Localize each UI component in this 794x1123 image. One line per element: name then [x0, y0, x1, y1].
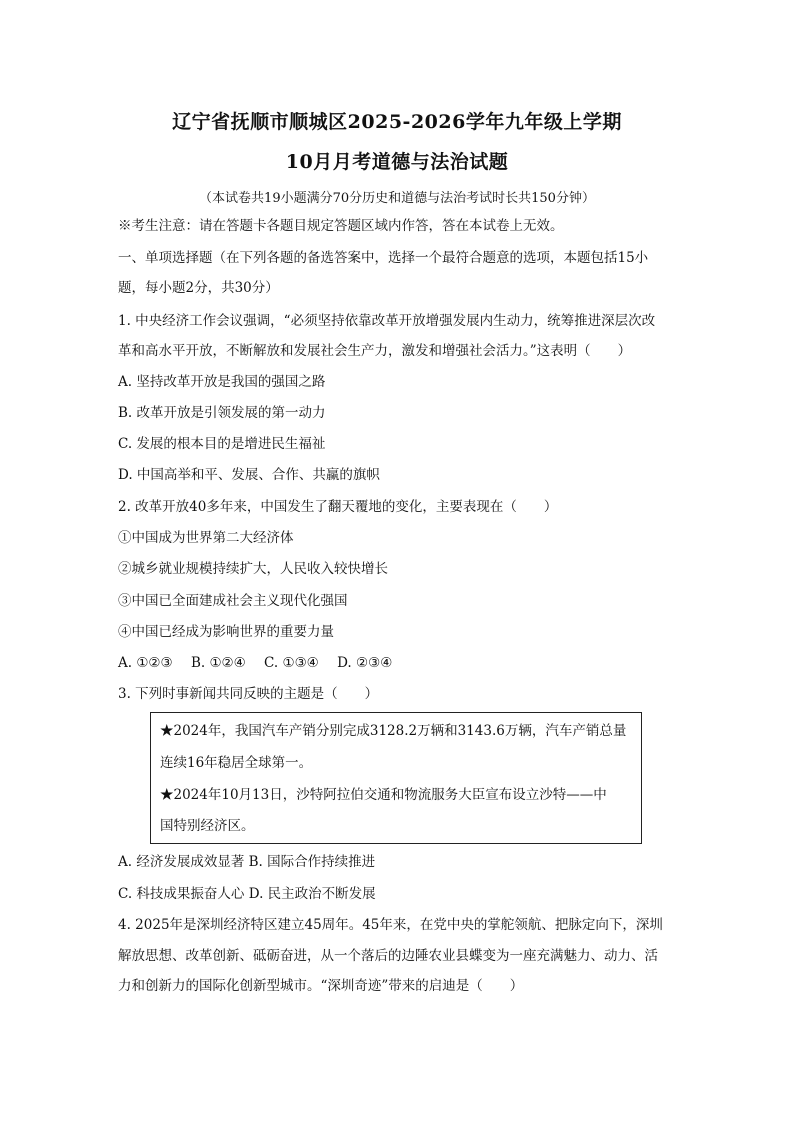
q1-option-d: D. 中国高举和平、发展、合作、共赢的旗帜	[118, 467, 380, 483]
q3-stem: 3. 下列时事新闻共同反映的主题是（ ）	[118, 686, 379, 702]
q2-item1: ①中国成为世界第二大经济体	[118, 530, 294, 546]
q3-options-line2: C. 科技成果振奋人心 D. 民主政治不断发展	[118, 886, 376, 902]
q2-option-a: A. ①②③	[118, 655, 173, 671]
q3-news1-line1: ★2024年，我国汽车产销分别完成3128.2万辆和3143.6万辆，汽车产销总量	[160, 723, 627, 739]
q3-news2-line2: 国特别经济区。	[160, 818, 255, 834]
q2-option-d: D. ②③④	[337, 655, 393, 671]
exam-title-line2: 10月月考道德与法治试题	[285, 151, 509, 173]
section1-heading-line1: 一、单项选择题（在下列各题的备选答案中，选择一个最符合题意的选项，本题包括15小	[118, 250, 649, 266]
q2-item2: ②城乡就业规模持续扩大，人民收入较快增长	[118, 561, 388, 577]
q1-option-c: C. 发展的根本目的是增进民生福祉	[118, 436, 326, 452]
q2-stem: 2. 改革开放40多年来，中国发生了翻天覆地的变化，主要表现在（ ）	[118, 499, 558, 515]
q3-options-line1: A. 经济发展成效显著 B. 国际合作持续推进	[118, 854, 376, 870]
q2-option-b: B. ①②④	[190, 655, 246, 671]
q2-item3: ③中国已全面建成社会主义现代化强国	[118, 593, 348, 609]
q3-news2-line1: ★2024年10月13日，沙特阿拉伯交通和物流服务大臣宣布设立沙特——中	[160, 787, 607, 803]
q1-stem-line2: 革和高水平开放，不断解放和发展社会生产力，激发和增强社会活力。”这表明（ ）	[118, 343, 632, 359]
section1-heading-line2: 题，每小题2分，共30分）	[118, 280, 279, 296]
exam-title-line1: 辽宁省抚顺市顺城区2025-2026学年九年级上学期	[172, 111, 622, 133]
q4-stem-line1: 4. 2025年是深圳经济特区建立45周年。45年来，在党中央的掌舵领航、把脉定向下，深圳	[118, 917, 663, 933]
q2-options	[118, 654, 406, 672]
q1-stem-line1: 1. 中央经济工作会议强调，“必须坚持依靠改革开放增强发展内生动力，统筹推进深层次改	[118, 313, 656, 329]
q1-option-a: A. 坚持改革开放是我国的强国之路	[118, 374, 326, 390]
q4-stem-line3: 力和创新力的国际化创新型城市。“深圳奇迹”带来的启迪是（ ）	[118, 978, 524, 994]
q2-item4: ④中国已经成为影响世界的重要力量	[118, 624, 334, 640]
q1-option-b: B. 改革开放是引领发展的第一动力	[118, 405, 326, 421]
exam-notice: ※考生注意：请在答题卡各题目规定答题区域内作答，答在本试卷上无效。	[118, 218, 564, 234]
q2-option-c: C. ①③④	[264, 655, 319, 671]
q4-stem-line2: 解放思想、改革创新、砥砺奋进，从一个落后的边陲农业县蝶变为一座充满魅力、动力、活	[118, 948, 658, 964]
q3-news1-line2: 连续16年稳居全球第一。	[160, 755, 313, 771]
exam-subtitle: （本试卷共19小题满分70分历史和道德与法治考试时长共150分钟）	[199, 191, 595, 206]
